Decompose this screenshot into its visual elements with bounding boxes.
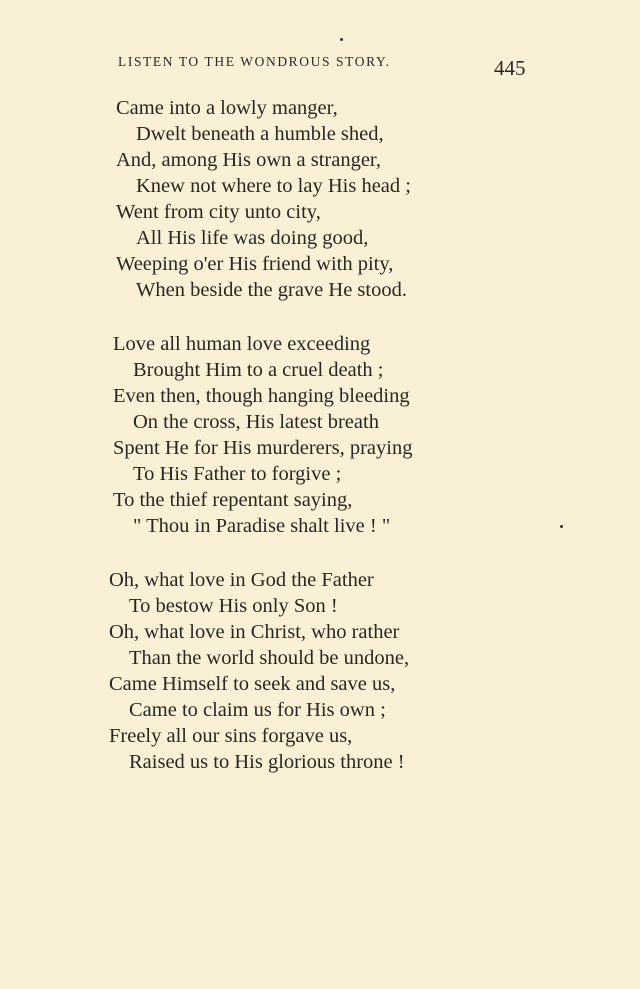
verse-line: Weeping o'er His friend with pity, — [116, 253, 394, 275]
stanza-1 — [116, 95, 411, 303]
verse-line: Spent He for His murderers, praying — [113, 437, 413, 459]
verse-line: Knew not where to lay His head ; — [136, 175, 411, 197]
verse-line: To His Father to forgive ; — [133, 463, 342, 485]
page-number: 445 — [494, 56, 526, 80]
verse-line: When beside the grave He stood. — [136, 279, 407, 301]
verse-line: Went from city unto city, — [116, 201, 321, 223]
verse-line: Raised us to His glorious throne ! — [129, 751, 405, 773]
verse-line: Dwelt beneath a humble shed, — [136, 123, 384, 145]
ink-speck — [340, 38, 343, 41]
verse-line: Came into a lowly manger, — [116, 97, 338, 119]
verse-line: Love all human love exceeding — [113, 333, 371, 355]
verse-line: Oh, what love in God the Father — [109, 569, 374, 591]
verse-line: Even then, though hanging bleeding — [113, 385, 410, 407]
verse-line: To bestow His only Son ! — [129, 595, 338, 617]
verse-line: Than the world should be undone, — [129, 647, 410, 669]
verse-line: All His life was doing good, — [136, 227, 369, 249]
ink-speck — [560, 525, 563, 528]
verse-line: Came to claim us for His own ; — [129, 699, 386, 721]
stanza-2 — [113, 331, 412, 539]
verse-line: Came Himself to seek and save us, — [109, 673, 396, 695]
verse-line: " Thou in Paradise shalt live ! " — [133, 515, 391, 537]
stanza-3 — [109, 567, 409, 775]
verse-line: Oh, what love in Christ, who rather — [109, 621, 400, 643]
verse-line: On the cross, His latest breath — [133, 411, 379, 433]
verse-line: And, among His own a stranger, — [116, 149, 382, 171]
running-title: LISTEN TO THE WONDROUS STORY. — [118, 54, 391, 69]
verse-line: Freely all our sins forgave us, — [109, 725, 353, 747]
verse-line: To the thief repentant saying, — [113, 489, 353, 511]
verse-line: Brought Him to a cruel death ; — [133, 359, 384, 381]
